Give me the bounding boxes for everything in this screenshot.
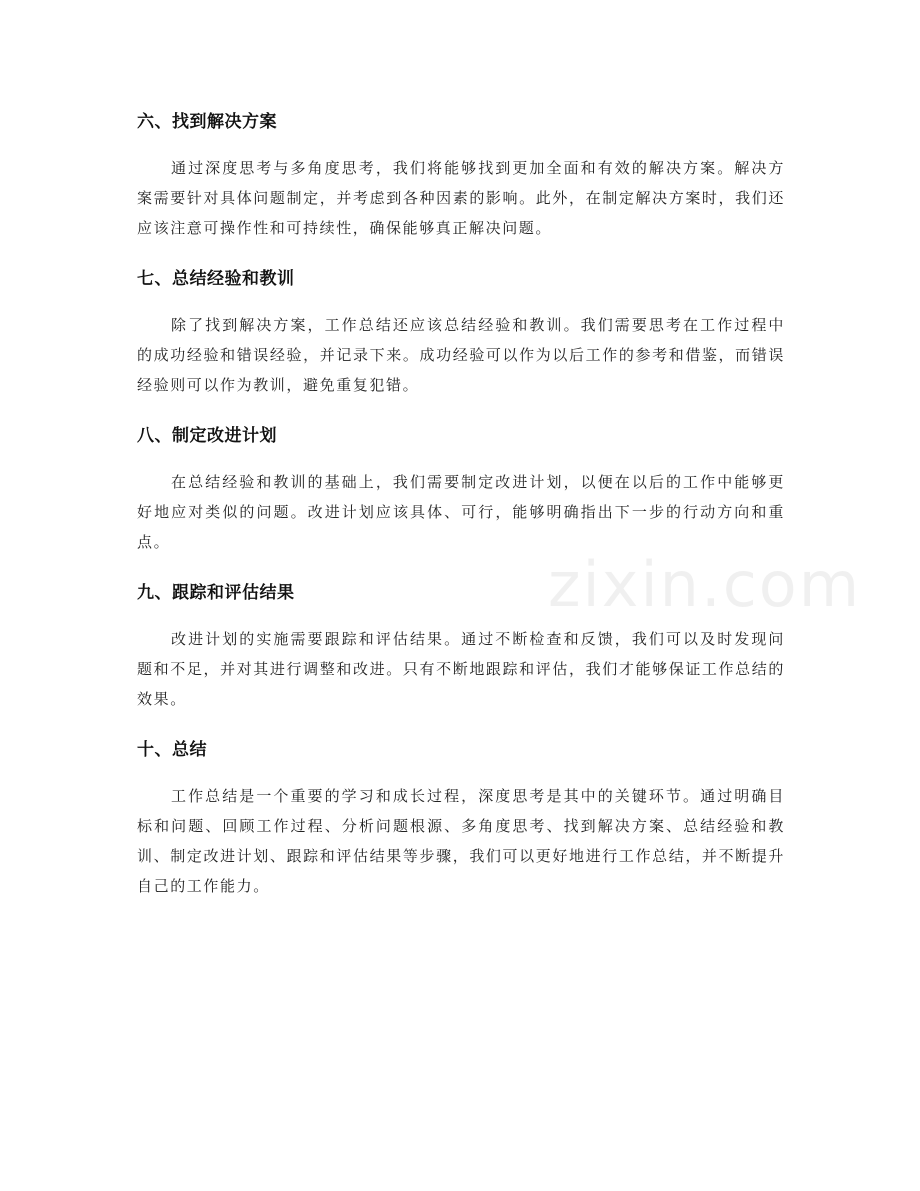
- section-heading: 七、总结经验和教训: [137, 269, 295, 289]
- section-heading: 九、跟踪和评估结果: [137, 583, 295, 603]
- watermark: zixin.com: [548, 548, 862, 621]
- section-paragraph: 通过深度思考与多角度思考，我们将能够找到更加全面和有效的解决方案。解决方案需要针对具体问题制定，并考虑到各种因素的影响。此外，在制定解决方案时，我们还应该注意可操作性和可持续性，确保能够真正解决问题。: [137, 159, 785, 237]
- section-heading: 六、找到解决方案: [137, 112, 277, 132]
- document-body: [137, 104, 785, 919]
- section-heading: 八、制定改进计划: [137, 426, 277, 446]
- section-paragraph: 在总结经验和教训的基础上，我们需要制定改进计划，以便在以后的工作中能够更好地应对类似的问题。改进计划应该具体、可行，能够明确指出下一步的行动方向和重点。: [137, 473, 785, 551]
- section-paragraph: 除了找到解决方案，工作总结还应该总结经验和教训。我们需要思考在工作过程中的成功经验和错误经验，并记录下来。成功经验可以作为以后工作的参考和借鉴，而错误经验则可以作为教训，避免重复犯错。: [137, 316, 785, 394]
- section-nine: [137, 575, 785, 714]
- section-eight: [137, 418, 785, 557]
- section-ten: [137, 732, 785, 901]
- section-paragraph: 改进计划的实施需要跟踪和评估结果。通过不断检查和反馈，我们可以及时发现问题和不足，并对其进行调整和改进。只有不断地跟踪和评估，我们才能够保证工作总结的效果。: [137, 630, 785, 708]
- section-paragraph: 工作总结是一个重要的学习和成长过程，深度思考是其中的关键环节。通过明确目标和问题、回顾工作过程、分析问题根源、多角度思考、找到解决方案、总结经验和教训、制定改进计划、跟踪和评估结果等步骤，我们可以更好地进行工作总结，并不断提升自己的工作能力。: [137, 787, 785, 895]
- section-heading: 十、总结: [137, 740, 207, 760]
- section-six: [137, 104, 785, 243]
- section-seven: [137, 261, 785, 400]
